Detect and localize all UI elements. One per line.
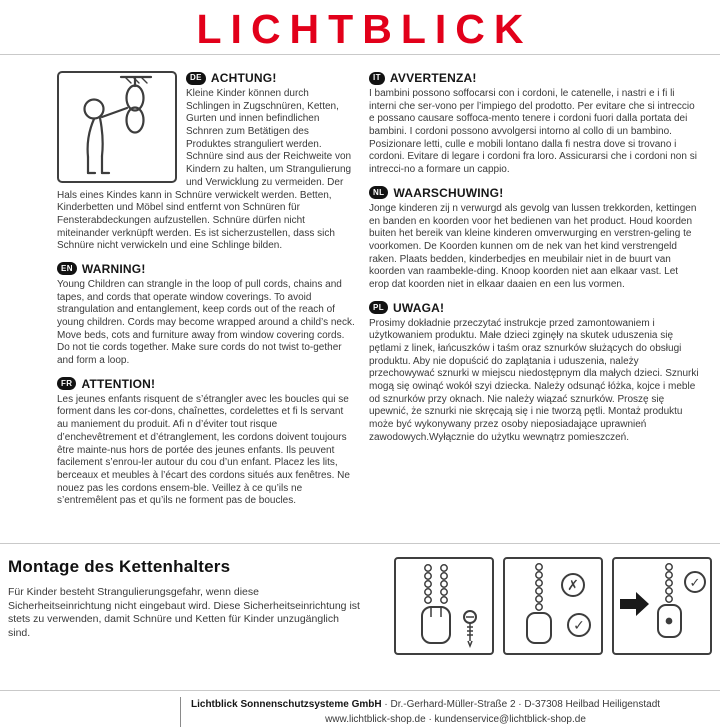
warning-pl-title: UWAGA! [393, 300, 445, 315]
correct-mark-icon: ✓ [573, 618, 585, 635]
warning-en-title: WARNING! [81, 261, 146, 276]
montage-step-2-illustration [503, 557, 603, 655]
warning-fr-heading [57, 377, 355, 391]
footer-divider [0, 690, 720, 691]
warning-nl-heading [369, 186, 700, 200]
montage-step-3-illustration [612, 557, 712, 655]
warning-pl [369, 301, 700, 445]
warning-nl-title: WAARSCHUWING! [393, 185, 504, 200]
warning-fr [57, 377, 355, 508]
left-column [57, 71, 355, 543]
warning-it-heading [369, 71, 700, 85]
warning-en [57, 262, 355, 368]
child-reaching-cord-icon [61, 75, 173, 179]
footer-company: Lichtblick Sonnenschutzsysteme GmbH [191, 699, 382, 711]
warnings-section [0, 55, 720, 543]
montage-step-1-illustration [394, 557, 494, 655]
warning-en-body: Young Children can strangle in the loop of pull cords, chains and tapes, and cords that operate window coverings. To avoid strangulation and entanglement, keep cords out of the reach of young children. Cords may become wrapped around a child’s neck. Move beds, cots and furniture away from window covering cords. Do not tie cords together. Make sure cords do not twist to-gether and form a loop. [57, 278, 355, 367]
chain-wrong-right-icon [507, 561, 599, 651]
lang-badge-it: IT [369, 72, 385, 85]
warning-it-body: I bambini possono soffocarsi con i cordoni, le catenelle, i nastri e i fi li interni che ser-vono per l’impiego del prodotto. Per evitare che si intreccio e possano causare soffoca-mento tenere i cordoni fuori dalla portata dei bambini. I cordoni possono avvolgersi intorno al collo di un bambino. Posizionare letti, culle e mobili lontano dalla fi nestra dove si trovano i cordoni. Evitare di legare i cordoni fra loro. Assicurarsi che i cordoni non si intrecci-no a formare un cappio. [369, 88, 697, 176]
footer [180, 697, 720, 727]
brand-logo: LICHTBLICK [196, 6, 533, 52]
lang-badge-fr: FR [57, 377, 76, 390]
right-column [369, 71, 700, 543]
lang-badge-de: DE [186, 72, 206, 85]
mounted-clip-correct-icon [616, 561, 708, 651]
wrong-mark-icon: ✗ [567, 578, 579, 595]
warning-pl-heading [369, 301, 700, 315]
warning-it-title: AVVERTENZA! [389, 71, 477, 86]
header [0, 0, 720, 51]
lang-badge-pl: PL [369, 301, 388, 314]
chains-clip-screw-icon [398, 561, 490, 651]
warning-fr-title: ATTENTION! [81, 376, 156, 391]
warning-de-body: Kleine Kinder können durch Schlingen in Zugschnüren, Ketten, Gurten und innen befindlichen Schnren zum Betätigen des Produktes stranguliert werden. Schnüre sind aus der Reichweite von Kindern zu halten, um Strangulierung und Verwicklung zu vermeiden. Der Hals eines Kindes kann in Schnüre verwickelt werden. Betten, Kinderbetten und Möbel sind entfernt von Schnüren für Fensterabdeckungen aufzustellen. Schnüre dürfen nicht miteinander verknüpft werden. Es ist sicherzustellen, dass sich Schnüre nicht verwickeln und eine Schlinge bilden. [57, 88, 352, 252]
correct-mark-icon: ✓ [689, 576, 701, 592]
montage-title: Montage des Kettenhalters [8, 557, 231, 577]
child-cord-warning-illustration [57, 71, 177, 183]
warning-de-title: ACHTUNG! [210, 71, 277, 86]
montage-body: Für Kinder besteht Strangulierungsgefahr, wenn diese Sicherheitseinrichtung nicht eingebaut wird. Diese Sicherheitseinrichtung ist stets zu verwenden, damit Schnüre und Ketten für Kinder unzugänglich sind. [8, 586, 360, 639]
warning-pl-body: Prosimy dokładnie przeczytać instrukcje przed zamontowaniem i użytkowaniem produktu. Małe dzieci zginęły na skutek uduszenia się pętlami z linek, łańcuszków i taśm oraz sznurków służących do obsługi produktu. Aby nie dopuścić do zaplątania i uduszenia, należy przechowywać sznurki w miejscu niedostępnym dla małych dzieci. Sznurki mogą się owinąć wokół szyi dziecka. Należy odsunąć łóżka, kojce i meble od sznurków przy oknach. Nie należy wiązać sznurków. Proszę się upewnić, że sznurki nie skręcają się i nie tworzą pętli. Montaż produktu może być wykonywany przez osoby nieposiadające uprawnień zawodowych.Wyłącznie do użytku wewnątrz pomieszczeń. [369, 317, 699, 443]
montage-section [0, 544, 720, 690]
montage-steps [394, 557, 712, 655]
footer-line-company [191, 697, 720, 712]
warning-nl [369, 186, 700, 292]
arrow-right-icon [620, 592, 649, 616]
lang-badge-en: EN [57, 262, 77, 275]
warning-fr-body: Les jeunes enfants risquent de s’étrangler avec les boucles qui se forment dans les cor-dons, chaînettes, cordelettes et fi ls servant au maniement du produit. Afi n d’éviter tout risque d’enchevêtrement et d’étranglement, les cordons doivent toujours être mainte-nus hors de portée des jeunes enfants. Ils peuvent facilement s’enrou-ler autour du cou d’un enfant. Placez les lits, berceaux et meubles à l’écart des cordons situés aux fenêtres. Ne nouez pas les cordons ensem-ble. Veillez à ce qu’ils ne s’entremêlent pas et qu’ils ne forment pas de boucles. [57, 393, 350, 507]
warning-de-heading [186, 71, 355, 85]
footer-contact: www.lichtblick-shop.de · kundenservice@lichtblick-shop.de [325, 714, 586, 726]
warning-nl-body: Jonge kinderen zij n verwurgd als gevolg van lussen trekkorden, kettingen en banden en koorden voor het bedienen van het product. Houd koorden buiten het bereik van kleine kinderen omverwurging en verstren-geling te voorkomen. De Koorden kunnen om de nek van het kind verstrengeld raken. Plaats bedden, kinderbedjes en meubilair niet in de buurt van koorden van raambekle-ding. Knoop koorden niet aan elkaar vast. Let erop dat koorden niet in elkaar daaien en een lus vormen. [369, 202, 697, 290]
footer-address: · Dr.-Gerhard-Müller-Straße 2 · D-37308 Heilbad Heiligenstadt [381, 699, 661, 711]
lang-badge-nl: NL [369, 186, 388, 199]
warning-en-heading [57, 262, 355, 276]
warning-it [369, 71, 700, 177]
